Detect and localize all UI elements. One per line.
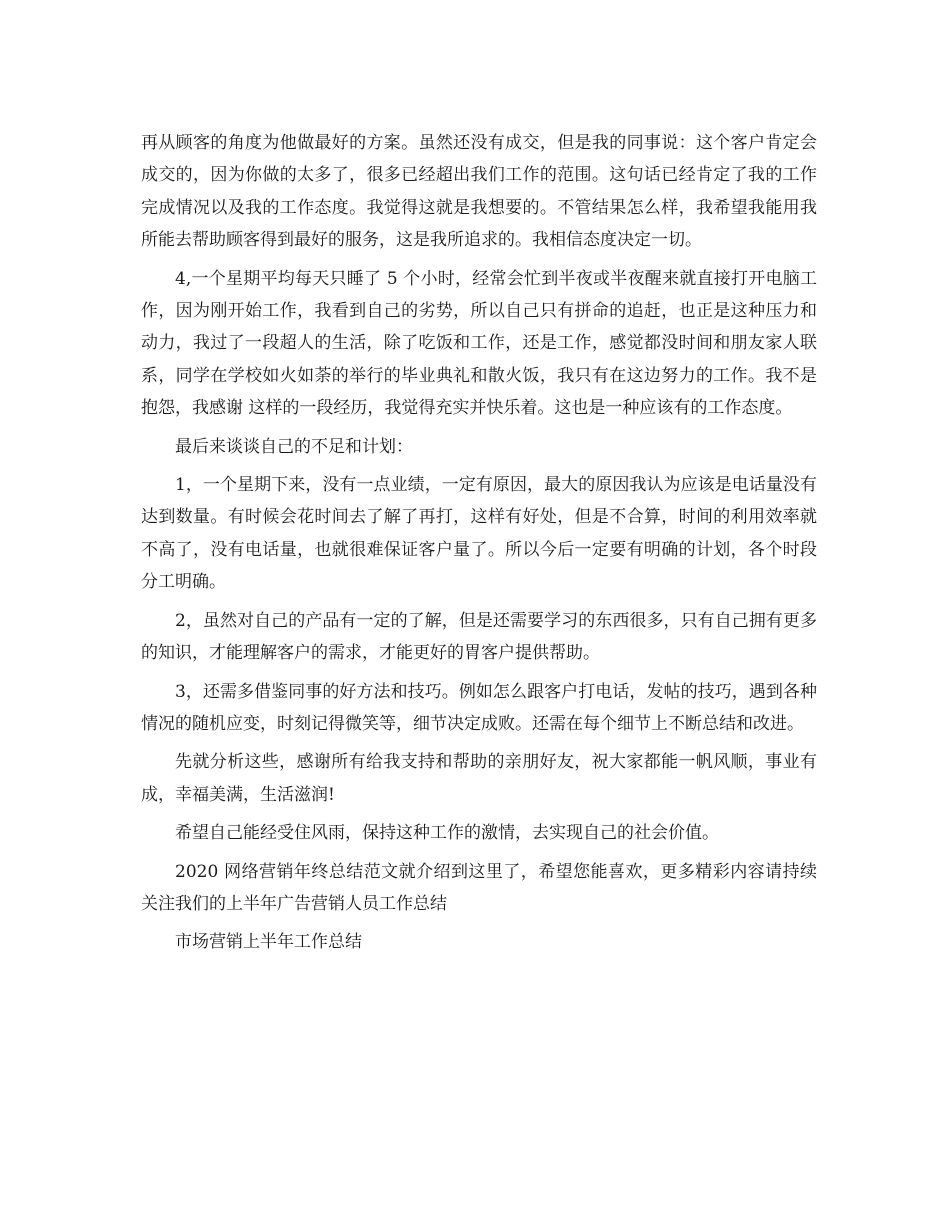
paragraph-10: 市场营销上半年工作总结 xyxy=(175,932,362,953)
paragraph-5: 2，虽然对自己的产品有一定的了解，但是还需要学习的东西很多，只有自己拥有更多的知识，才能理解客户的需求，才能更好的胃客户提供帮助。 xyxy=(141,610,817,664)
paragraph-7: 先就分析这些，感谢所有给我支持和帮助的亲朋好友，祝大家都能一帆风顺，事业有成，幸福美满，生活滋润! xyxy=(141,752,817,805)
paragraph-1: 再从顾客的角度为他做最好的方案。虽然还没有成交，但是我的同事说：这个客户肯定会成交的，因为你做的太多了，很多已经超出我们工作的范围。这句话已经肯定了我的工作完成情况以及我的工作态度。我觉得这就是我想要的。不管结果怎么样，我希望我能用我所能去帮助顾客得到最好的服务，这是我所追求的。我相信态度决定一切。 xyxy=(141,133,817,251)
paragraph-6: 3，还需多借鉴同事的好方法和技巧。例如怎么跟客户打电话，发帖的技巧，遇到各种情况的随机应变，时刻记得微笑等，细节决定成败。还需在每个细节上不断总结和改进。 xyxy=(141,681,817,734)
paragraph-9: 2020 网络营销年终总结范文就介绍到这里了，希望您能喜欢，更多精彩内容请持续关注我们的上半年广告营销人员工作总结 xyxy=(141,861,817,914)
paragraph-3: 最后来谈谈自己的不足和计划： xyxy=(175,436,413,457)
paragraph-2: 4,一个星期平均每天只睡了 5 个小时，经常会忙到半夜或半夜醒来就直接打开电脑工作，因为刚开始工作，我看到自己的劣势，所以自己只有拼命的追赶，也正是这种压力和动力，我过了一段超人的生活，除了吃饭和工作，还是工作，感觉都没时间和朋友家人联系，同学在学校如火如荼的举行的毕业典礼和散火饭，我只有在这边努力的工作。我不是抱怨，我感谢 这样的一段经历，我觉得充实并快乐着。这也是一种应该有的工作态度。 xyxy=(141,268,817,419)
document-body xyxy=(141,127,817,965)
paragraph-4: 1，一个星期下来，没有一点业绩，一定有原因，最大的原因我认为应该是电话量没有达到数量。有时候会花时间去了解了再打，这样有好处，但是不合算，时间的利用效率就不高了，没有电话量，也就很难保证客户量了。所以今后一定要有明确的计划，各个时段分工明确。 xyxy=(141,475,817,593)
paragraph-8: 希望自己能经受住风雨，保持这种工作的激情，去实现自己的社会价值。 xyxy=(175,823,719,844)
